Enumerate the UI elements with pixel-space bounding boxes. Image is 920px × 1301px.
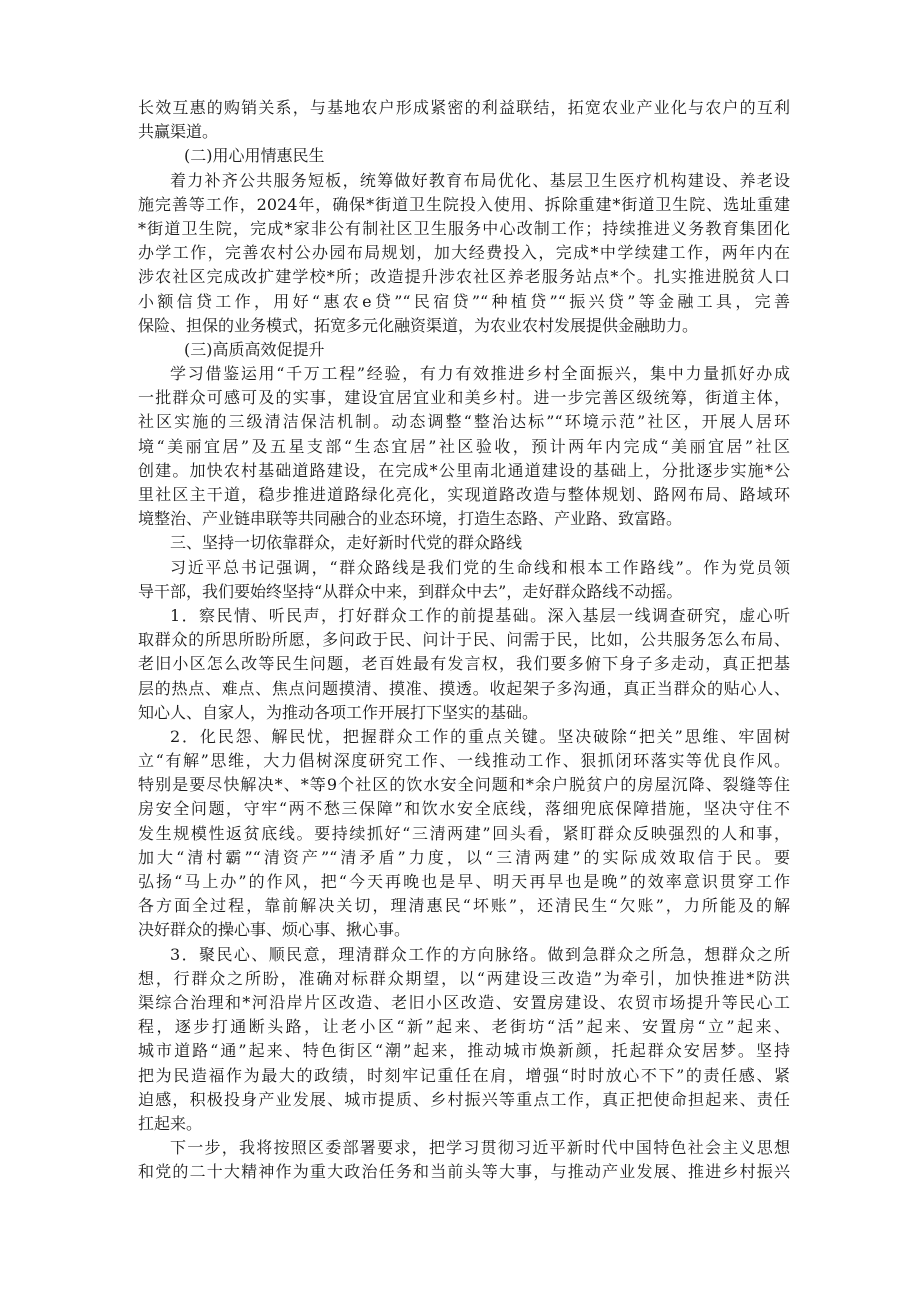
- text-line: 加大“清村霸”“清资产”“清矛盾”力度，以“三清两建”的实际成效取信于民。要: [138, 847, 790, 867]
- text-line: 创建。加快农村基础道路建设，在完成*公里南北通道建设的基础上，分批逐步实施*公: [138, 460, 790, 480]
- text-line: 扛起来。: [138, 1113, 203, 1133]
- text-line: 3．聚民心、顺民意，理清群众工作的方向脉络。做到急群众之所急，想群众之所: [170, 944, 790, 964]
- text-line: 一批群众可感可及的实事，建设宜居宜业和美乡村。进一步完善区级统筹，街道主体，: [138, 388, 790, 408]
- text-line: 层的热点、难点、焦点问题摸清、摸准、摸透。收起架子多沟通，真正当群众的贴心人、: [138, 678, 790, 698]
- text-line: 保险、担保的业务模式，拓宽多元化融资渠道，为农业农村发展提供金融助力。: [138, 315, 699, 335]
- paragraph-p4: [138, 604, 790, 725]
- section-heading-3: [138, 531, 790, 555]
- text-line: 把为民造福作为最大的政绩，时刻牢记重任在肩，增强“时时放心不下”的责任感、紧: [138, 1065, 790, 1085]
- text-line: 特别是要尽快解决*、*等9个社区的饮水安全问题和*余户脱贫户的房屋沉降、裂缝等住: [138, 775, 790, 795]
- text-line: 共赢渠道。: [138, 122, 219, 142]
- text-line: 1．察民情、听民声，打好群众工作的前提基础。深入基层一线调查研究，虚心听: [170, 605, 790, 625]
- text-line: 各方面全过程，靠前解决关切，理清惠民“坏账”，还清民生“欠账”，力所能及的解: [138, 896, 790, 916]
- text-line: 导干部，我们要始终坚持“从群众中来，到群众中去”，走好群众路线不动摇。: [138, 581, 683, 601]
- paragraph-p5: [138, 725, 790, 943]
- text-line: 境“美丽宜居”及五星支部“生态宜居”社区验收，预计两年内完成“美丽宜居”社区: [138, 436, 790, 456]
- subheading-text: (三)高质高效促提升: [184, 339, 325, 359]
- paragraph-p1: [138, 169, 790, 338]
- section-heading-text: 三、坚持一切依靠群众，走好新时代党的群众路线: [170, 533, 523, 553]
- text-line: 施完善等工作，2024年，确保*街道卫生院投入使用、拆除重建*街道卫生院、选址重建: [138, 194, 790, 214]
- paragraph-p6: [138, 943, 790, 1137]
- text-line: 涉农社区完成改扩建学校*所；改造提升涉农社区养老服务站点*个。扎实推进脱贫人口: [138, 267, 790, 287]
- text-line: 渠综合治理和*河沿岸片区改造、老旧小区改造、安置房建设、农贸市场提升等民心工: [138, 992, 790, 1012]
- text-line: 房安全问题，守牢“两不愁三保障”和饮水安全底线，落细兜底保障措施，坚决守住不: [138, 799, 790, 819]
- text-line: 和党的二十大精神作为重大政治任务和当前头等大事，与推动产业发展、推进乡村振兴: [138, 1162, 790, 1182]
- text-line: 发生规模性返贫底线。要持续抓好“三清两建”回头看，紧盯群众反映强烈的人和事，: [138, 823, 790, 843]
- text-line: 社区实施的三级清洁保洁机制。动态调整“整治达标”“环境示范”社区，开展人居环: [138, 412, 790, 432]
- text-line: 知心人、自家人，为推动各项工作开展打下坚实的基础。: [138, 702, 539, 722]
- text-line: 小额信贷工作，用好“惠农e贷”“民宿贷”“种植贷”“振兴贷”等金融工具，完善: [138, 291, 790, 311]
- subheading-text: (二)用心用情惠民生: [184, 146, 325, 166]
- text-line: 迫感，积极投身产业发展、城市提质、乡村振兴等重点工作，真正把使命担起来、责任: [138, 1089, 790, 1109]
- text-line: 城市道路“通”起来、特色街区“潮”起来，推动城市焕新颜，托起群众安居梦。坚持: [138, 1041, 790, 1061]
- text-line: 习近平总书记强调，“群众路线是我们党的生命线和根本工作路线”。作为党员领: [170, 557, 790, 577]
- text-line: 学习借鉴运用“千万工程”经验，有力有效推进乡村全面振兴，集中力量抓好办成: [170, 364, 790, 384]
- text-line: 下一步，我将按照区委部署要求，把学习贯彻习近平新时代中国特色社会主义思想: [170, 1138, 790, 1158]
- text-line: 老旧小区怎么改等民生问题，老百姓最有发言权，我们要多俯下身子多走动，真正把基: [138, 654, 790, 674]
- text-line: *街道卫生院，完成*家非公有制社区卫生服务中心改制工作；持续推进义务教育集团化: [138, 218, 790, 238]
- text-line: 办学工作，完善农村公办园布局规划，加大经费投入，完成*中学续建工作，两年内在: [138, 243, 790, 263]
- text-line: 想，行群众之所盼，准确对标群众期望，以“两建设三改造”为牵引，加快推进*防洪: [138, 968, 790, 988]
- document-page: [138, 96, 790, 1184]
- paragraph-p0: [138, 96, 790, 144]
- subheading-3: [138, 338, 790, 362]
- text-line: 境整治、产业链串联等共同融合的业态环境，打造生态路、产业路、致富路。: [138, 509, 683, 529]
- text-line: 里社区主干道，稳步推进道路绿化亮化，实现道路改造与整体规划、路网布局、路域环: [138, 485, 790, 504]
- text-line: 决好群众的操心事、烦心事、揪心事。: [138, 920, 411, 940]
- paragraph-p2: [138, 362, 790, 531]
- text-line: 程，逐步打通断头路，让老小区“新”起来、老街坊“活”起来、安置房“立”起来、: [138, 1017, 790, 1037]
- subheading-2: [138, 144, 790, 168]
- text-line: 取群众的所思所盼所愿，多问政于民、问计于民、问需于民，比如，公共服务怎么布局、: [138, 630, 790, 650]
- text-line: 弘扬“马上办”的作风，把“今天再晚也是早、明天再早也是晚”的效率意识贯穿工作: [138, 872, 790, 891]
- paragraph-p7: [138, 1136, 790, 1184]
- text-line: 立“有解”思维，大力倡树深度研究工作、一线推动工作、狠抓闭环落实等优良作风。: [138, 751, 790, 771]
- text-line: 2．化民怨、解民忧，把握群众工作的重点关键。坚决破除“把关”思维、牢固树: [170, 726, 790, 746]
- text-line: 长效互惠的购销关系，与基地农户形成紧密的利益联结，拓宽农业产业化与农户的互利: [138, 98, 790, 117]
- paragraph-p3: [138, 556, 790, 604]
- text-line: 着力补齐公共服务短板，统筹做好教育布局优化、基层卫生医疗机构建设、养老设: [170, 170, 790, 190]
